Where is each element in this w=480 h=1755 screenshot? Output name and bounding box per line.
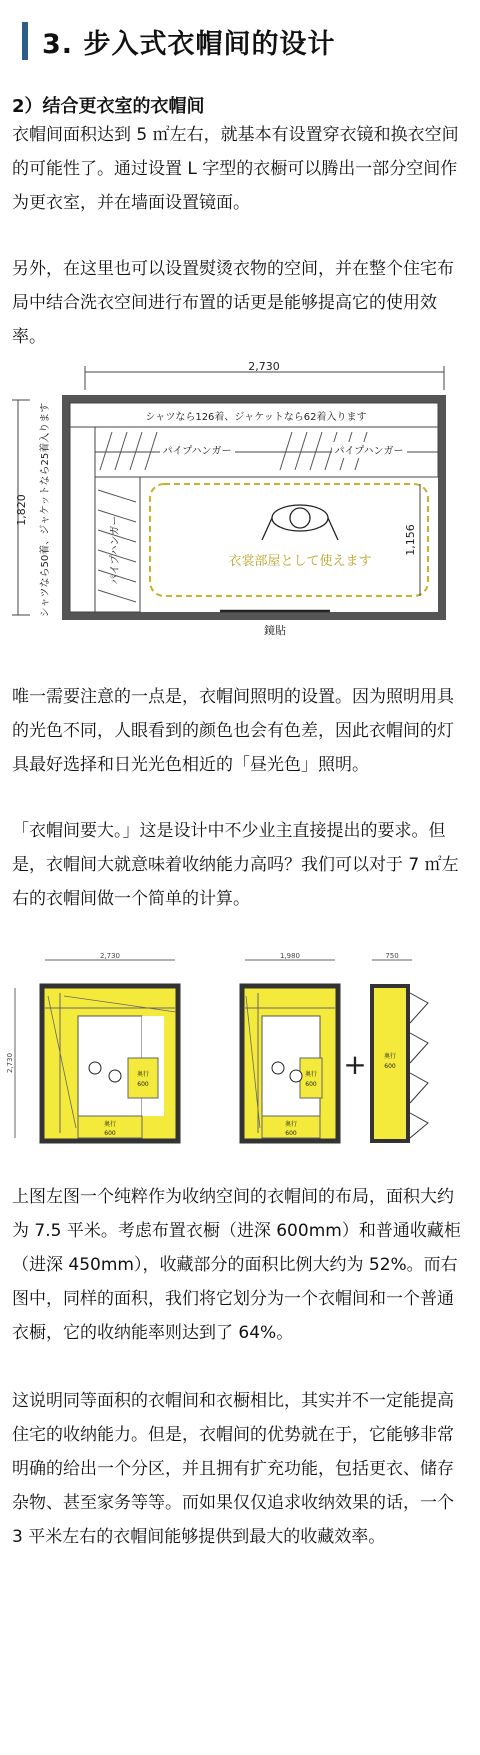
comparison-svg	[0, 948, 480, 1188]
storage-comparison-figure	[0, 948, 480, 1192]
paragraph-1: 衣帽间面积达到 5 ㎡左右，就基本有设置穿衣镜和换衣空间的可能性了。通过设置 L 字型的衣橱可以腾出一部分空间作为更衣室，并在墙面设置镜面。	[12, 125, 459, 213]
pipe-hanger-label-2: パイプハンガー	[334, 446, 404, 457]
dim-top-label: 2,730	[248, 360, 280, 373]
svg-text:奥行: 奥行	[103, 1121, 117, 1128]
left-wall	[62, 395, 70, 620]
paragraph-6: 这说明同等面积的衣帽间和衣橱相比，其实并不一定能提高住宅的收纳能力。但是，衣帽间的优势就在于，它能够非常明确的给出一个分区，并且拥有扩充功能，包括更衣、储存杂物、甚至家务等等。而如果仅仅追求收纳效果的话，一个 3 平米左右的衣帽间能够提供到最大的收藏效率。	[12, 1391, 454, 1547]
section-title	[22, 22, 335, 60]
paragraph-4: 「衣帽间要大。」这是设计中不少业主直接提出的要求。但是，衣帽间大就意味着收纳能力高吗？我们可以对于 7 ㎡左右的衣帽间做一个简单的计算。	[12, 821, 459, 909]
dim-inner-label: 1,156	[404, 524, 417, 556]
left-plan-top-dim: 2,730	[99, 952, 121, 960]
title-accent-bar	[22, 22, 28, 60]
person-icon	[262, 505, 338, 540]
mirror-label: 鏡貼	[264, 624, 286, 637]
right-plan-top-dim: 1,980	[279, 952, 301, 960]
left-plan	[6, 952, 178, 1141]
pipe-hanger-side-label: パイプハンガー	[110, 515, 121, 585]
svg-text:600: 600	[305, 1081, 317, 1088]
top-shelf-label: シャツなら126着、ジャケットなら62着入ります	[145, 412, 367, 423]
dressing-zone-label: 衣裳部屋として使えます	[228, 554, 372, 569]
svg-text:600: 600	[137, 1081, 149, 1088]
closet-floorplan-svg	[0, 360, 480, 660]
top-wall	[68, 395, 444, 403]
subsection-title: 2）结合更衣室的衣帽间	[12, 96, 205, 117]
paragraph-5: 上图左图一个纯粹作为收纳空间的衣帽间的布局，面积大约为 7.5 平米。考虑布置衣橱（进深 600mm）和普通收藏柜（进深 450mm），收藏部分的面积比例大约为 52%。而右图中，同样的面积，我们将它划分为一个衣帽间和一个普通衣橱，它的收纳能率则达到了 64%。	[12, 1187, 461, 1343]
svg-text:奥行: 奥行	[284, 1121, 298, 1128]
left-plan-side-dim: 2,730	[6, 1052, 14, 1074]
paragraph-2: 另外，在这里也可以设置熨烫衣物的空间，并在整个住宅布局中结合洗衣空间进行布置的话更是能够提高它的使用效率。	[12, 259, 454, 347]
page-title: 3. 步入式衣帽间的设计	[42, 28, 336, 60]
plus-sign: +	[343, 1048, 367, 1081]
svg-text:600: 600	[285, 1130, 297, 1137]
pipe-hanger-label-1: パイプハンガー	[162, 446, 232, 457]
bottom-wall	[62, 612, 446, 620]
dim-left-label: 1,820	[15, 494, 28, 526]
closet-top-dim: 750	[385, 952, 399, 960]
right-wall	[438, 395, 446, 620]
paragraph-3: 唯一需要注意的一点是，衣帽间照明的设置。因为照明用具的光色不同，人眼看到的颜色也会有色差，因此衣帽间的灯具最好选择和日光光色相近的「昼光色」照明。	[12, 687, 454, 775]
svg-text:奥行: 奥行	[136, 1071, 150, 1078]
closet-plan	[372, 952, 428, 1141]
closet-floorplan-figure	[0, 360, 480, 664]
svg-text:奥行: 奥行	[383, 1053, 397, 1060]
svg-text:奥行: 奥行	[304, 1071, 318, 1078]
svg-text:600: 600	[104, 1130, 116, 1137]
dressing-zone	[150, 484, 428, 596]
right-plan	[242, 952, 338, 1141]
svg-text:600: 600	[384, 1063, 396, 1070]
side-shelf-label: シャツなら50着、ジャケットなら25着入ります	[40, 402, 51, 618]
left-shelf	[70, 427, 95, 612]
